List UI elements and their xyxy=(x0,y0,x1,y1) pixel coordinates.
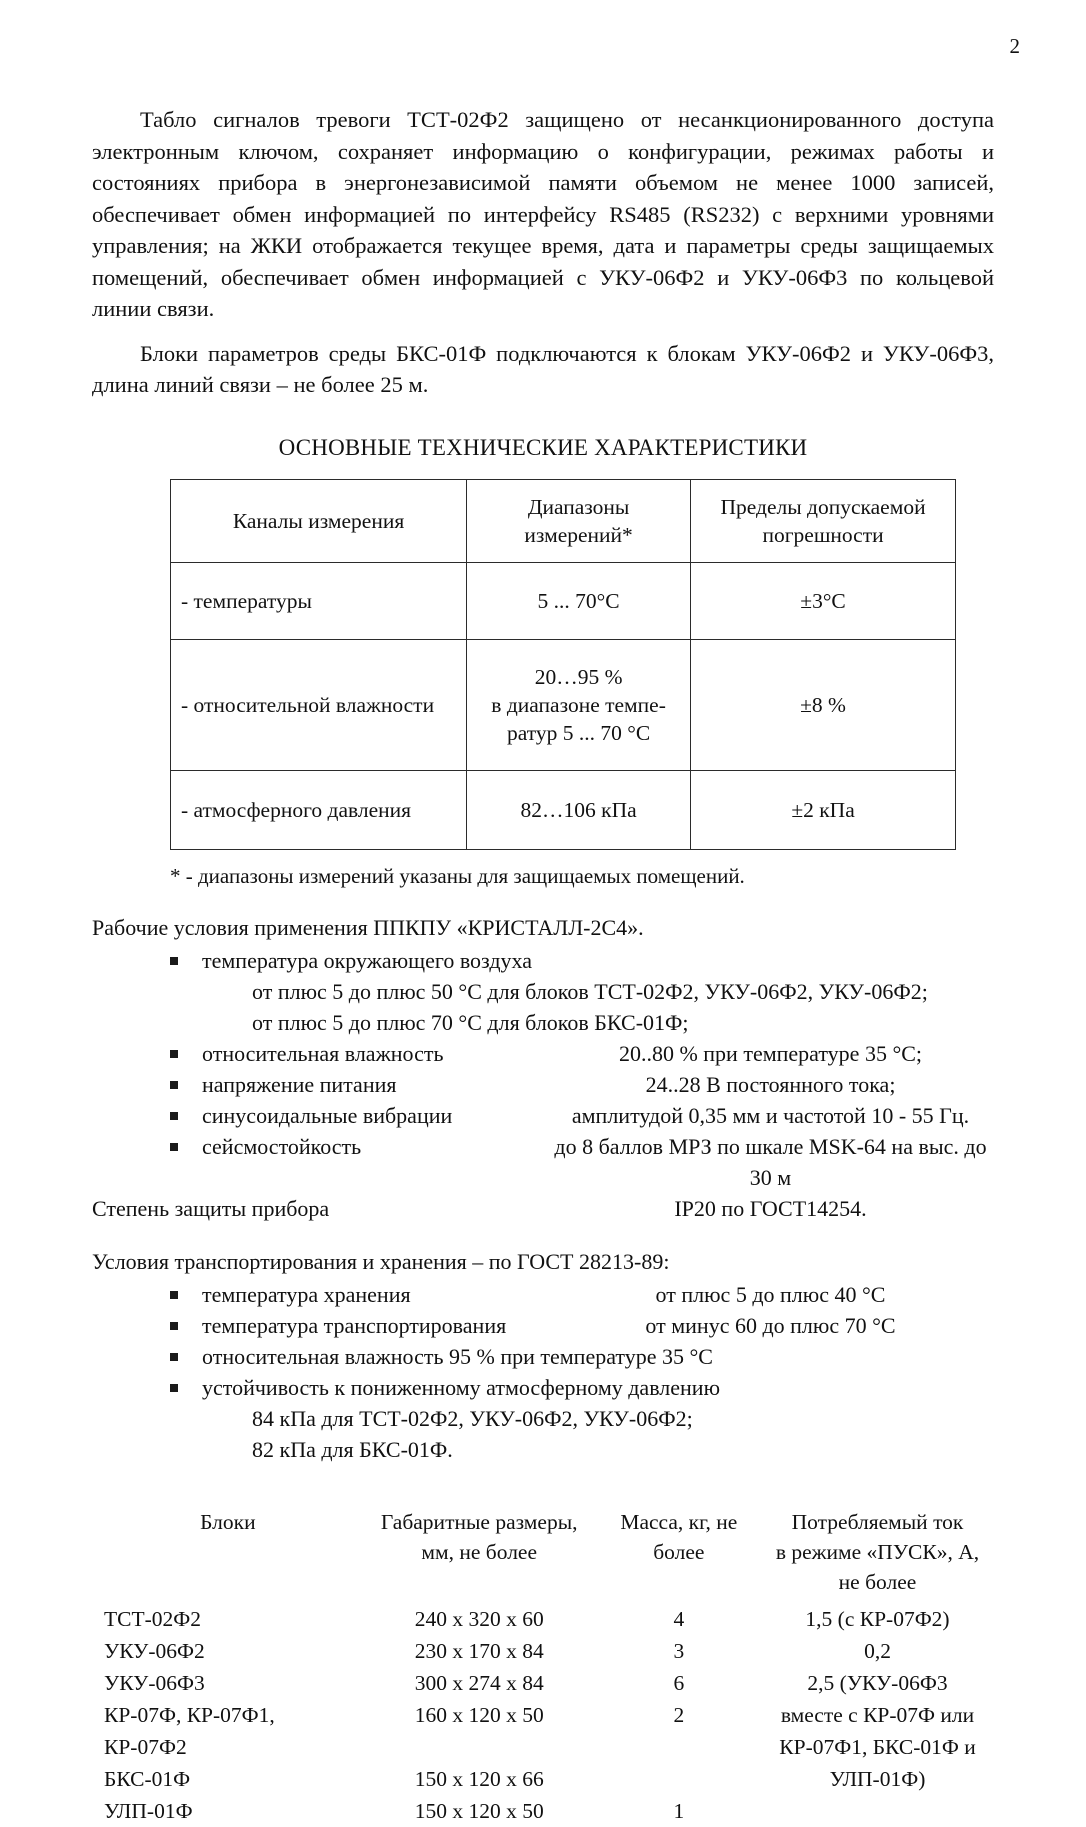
table-row xyxy=(100,1795,1000,1827)
header-current-line1: Потребляемый ток xyxy=(791,1509,964,1534)
cell-dimensions: 150 х 120 х 66 xyxy=(414,1766,544,1791)
list-item-value: 20..80 % при температуре 35 °C; xyxy=(618,1040,923,1066)
header-current-line2: в режиме «ПУСК», А, xyxy=(775,1539,980,1564)
cell-current: УЛП-01Ф) xyxy=(829,1766,926,1791)
header-current xyxy=(755,1507,1000,1603)
protection-degree-label: Степень защиты прибора xyxy=(92,1195,330,1221)
list-item-value: 24..28 В постоянного тока; xyxy=(645,1071,896,1097)
table-row xyxy=(100,1603,1000,1635)
cell-error: ±3°C xyxy=(691,562,956,639)
list-item-label: температура окружающего воздуха xyxy=(202,947,533,973)
cell-dimensions: 150 х 120 х 50 xyxy=(414,1798,544,1823)
table-header-row xyxy=(171,479,956,562)
air-temp-line-1: от плюс 5 до плюс 50 °C для блоков ТСТ-02Ф2, УКУ-06Ф2, УКУ-06Ф2; xyxy=(252,978,928,1004)
list-item-value: от минус 60 до плюс 70 °C xyxy=(645,1312,896,1338)
header-dimensions-line1: Габаритные размеры, xyxy=(380,1509,578,1534)
document-content xyxy=(92,104,994,1827)
square-bullet-icon xyxy=(170,957,178,965)
square-bullet-icon xyxy=(170,1384,178,1392)
cell-dimensions: 300 х 274 х 84 xyxy=(414,1670,544,1695)
header-error-line2: погрешности xyxy=(762,522,884,547)
list-item-label: синусоидальные вибрации xyxy=(202,1102,453,1128)
cell-dimensions: 160 х 120 х 50 xyxy=(414,1702,544,1727)
cell-block: КР-07Ф, КР-07Ф1, xyxy=(104,1702,275,1727)
cell-mass xyxy=(603,1731,755,1763)
table-row xyxy=(100,1763,1000,1795)
air-temp-line-2: от плюс 5 до плюс 70 °C для блоков БКС-01Ф; xyxy=(252,1009,689,1035)
cell-dimensions xyxy=(356,1731,603,1763)
blocks-dimensions-table xyxy=(100,1507,1000,1827)
paragraph-intro: Табло сигналов тревоги ТСТ-02Ф2 защищено от несанкционированного доступа электронным ключом, сохраняет информацию о конфигурации, режимах работы и состояниях прибора в энергонезависимой памяти объемом не менее 1000 записей, обеспечивает обмен информацией по интерфейсу RS485 (RS232) с верхними уровнями управления; на ЖКИ отображается текущее время, дата и параметры среды защищаемых помещений, обеспечивает обмен информацией с УКУ-06Ф2 и УКУ-06Ф3 по кольцевой линии связи. xyxy=(92,107,994,321)
list-item-label: устойчивость к пониженному атмосферному давлению xyxy=(202,1374,721,1400)
operating-parameters-list xyxy=(92,1038,994,1193)
list-item-label: температура хранения xyxy=(202,1281,411,1307)
header-range-line1: Диапазоны xyxy=(527,494,630,519)
header-current-line3: не более xyxy=(838,1569,917,1594)
pressure-line-1: 84 кПа для ТСТ-02Ф2, УКУ-06Ф2, УКУ-06Ф2; xyxy=(252,1405,693,1431)
cell-range xyxy=(467,639,691,770)
protection-degree-value: IP20 по ГОСТ14254. xyxy=(674,1195,867,1221)
table-row xyxy=(171,562,956,639)
cell-range-line: ратур 5 ... 70 °C xyxy=(507,720,651,745)
list-item xyxy=(92,1069,994,1100)
cell-current: 1,5 (с КР-07Ф2) xyxy=(805,1606,950,1631)
cell-dimensions: 240 х 320 х 60 xyxy=(414,1606,544,1631)
cell-block: УЛП-01Ф xyxy=(104,1798,193,1823)
operating-conditions-heading: Рабочие условия применения ППКПУ «КРИСТАЛЛ-2С4». xyxy=(92,914,644,940)
specifications-table xyxy=(170,479,956,850)
square-bullet-icon xyxy=(170,1291,178,1299)
page-number: 2 xyxy=(1009,34,1020,58)
header-error-line1: Пределы допускаемой xyxy=(720,494,926,519)
cell-block: ТСТ-02Ф2 xyxy=(104,1606,202,1631)
pressure-line-2: 82 кПа для БКС-01Ф. xyxy=(252,1436,453,1462)
operating-conditions-list xyxy=(92,945,994,976)
list-item xyxy=(92,1131,994,1193)
cell-channel: - относительной влажности xyxy=(171,639,467,770)
table-row xyxy=(171,770,956,849)
cell-mass: 4 xyxy=(673,1606,685,1631)
list-item xyxy=(92,945,994,976)
transport-conditions-list xyxy=(92,1279,994,1403)
table-header-row xyxy=(100,1507,1000,1603)
table-row xyxy=(100,1635,1000,1667)
list-item-value: от плюс 5 до плюс 40 °C xyxy=(655,1281,886,1307)
header-mass xyxy=(603,1507,755,1603)
table-row xyxy=(171,639,956,770)
cell-channel: - температуры xyxy=(171,562,467,639)
list-item-label: относительная влажность xyxy=(202,1040,444,1066)
square-bullet-icon xyxy=(170,1143,178,1151)
cell-range xyxy=(467,562,691,639)
cell-range-line: 20…95 % xyxy=(534,664,623,689)
cell-block: УКУ-06Ф2 xyxy=(104,1638,205,1663)
list-item-value: амплитудой 0,35 мм и частотой 10 - 55 Гц. xyxy=(571,1102,970,1128)
square-bullet-icon xyxy=(170,1322,178,1330)
square-bullet-icon xyxy=(170,1050,178,1058)
protection-degree-row xyxy=(92,1193,994,1224)
cell-mass: 6 xyxy=(673,1670,685,1695)
header-error xyxy=(691,479,956,562)
cell-mass: 2 xyxy=(673,1702,685,1727)
list-item xyxy=(92,1310,994,1341)
cell-current xyxy=(755,1795,1000,1827)
section-title: ОСНОВНЫЕ ТЕХНИЧЕСКИЕ ХАРАКТЕРИСТИКИ xyxy=(278,434,808,460)
cell-current: 0,2 xyxy=(864,1638,891,1663)
cell-current: 2,5 (УКУ-06Ф3 xyxy=(807,1670,948,1695)
header-dimensions-line2: мм, не более xyxy=(421,1539,538,1564)
header-mass-line2: более xyxy=(653,1539,705,1564)
cell-current: КР-07Ф1, БКС-01Ф и xyxy=(779,1734,976,1759)
cell-range-line: 82…106 кПа xyxy=(520,797,637,822)
cell-error: ±8 % xyxy=(691,639,956,770)
list-item-value: до 8 баллов МРЗ по шкале MSK-64 на выс. до 30 м xyxy=(554,1133,987,1190)
list-item xyxy=(92,1372,994,1403)
header-range-line2: измерений* xyxy=(524,522,633,547)
cell-channel: - атмосферного давления xyxy=(171,770,467,849)
header-dimensions xyxy=(356,1507,603,1603)
paragraph-bks: Блоки параметров среды БКС-01Ф подключаются к блокам УКУ-06Ф2 и УКУ-06Ф3, длина линий связи – не более 25 м. xyxy=(92,340,994,397)
cell-error: ±2 кПа xyxy=(691,770,956,849)
cell-block: КР-07Ф2 xyxy=(104,1734,187,1759)
cell-range-line: в диапазоне темпе- xyxy=(491,692,666,717)
list-item-label: температура транспортирования xyxy=(202,1312,507,1338)
cell-mass: 1 xyxy=(673,1798,685,1823)
square-bullet-icon xyxy=(170,1353,178,1361)
table-footnote: * - диапазоны измерений указаны для защищаемых помещений. xyxy=(170,863,745,888)
header-mass-line1: Масса, кг, не xyxy=(620,1509,738,1534)
list-item xyxy=(92,1038,994,1069)
header-range xyxy=(467,479,691,562)
cell-range-line: 5 ... 70°C xyxy=(537,588,620,613)
header-channel: Каналы измерения xyxy=(171,479,467,562)
cell-block: БКС-01Ф xyxy=(104,1766,191,1791)
list-item xyxy=(92,1100,994,1131)
list-item xyxy=(92,1341,994,1372)
square-bullet-icon xyxy=(170,1112,178,1120)
cell-dimensions: 230 х 170 х 84 xyxy=(414,1638,544,1663)
cell-mass: 3 xyxy=(673,1638,685,1663)
transport-conditions-heading: Условия транспортирования и хранения – по ГОСТ 28213-89: xyxy=(92,1248,670,1274)
list-item-label: сейсмостойкость xyxy=(202,1133,362,1159)
header-blocks: Блоки xyxy=(200,1509,256,1534)
table-row xyxy=(100,1667,1000,1699)
square-bullet-icon xyxy=(170,1081,178,1089)
list-item-label: относительная влажность 95 % при температуре 35 °C xyxy=(202,1343,713,1369)
list-item-label: напряжение питания xyxy=(202,1071,397,1097)
table-row xyxy=(100,1699,1000,1731)
cell-block: УКУ-06Ф3 xyxy=(104,1670,205,1695)
table-row xyxy=(100,1731,1000,1763)
cell-range xyxy=(467,770,691,849)
cell-mass xyxy=(603,1763,755,1795)
cell-current: вместе с КР-07Ф или xyxy=(780,1702,975,1727)
list-item xyxy=(92,1279,994,1310)
